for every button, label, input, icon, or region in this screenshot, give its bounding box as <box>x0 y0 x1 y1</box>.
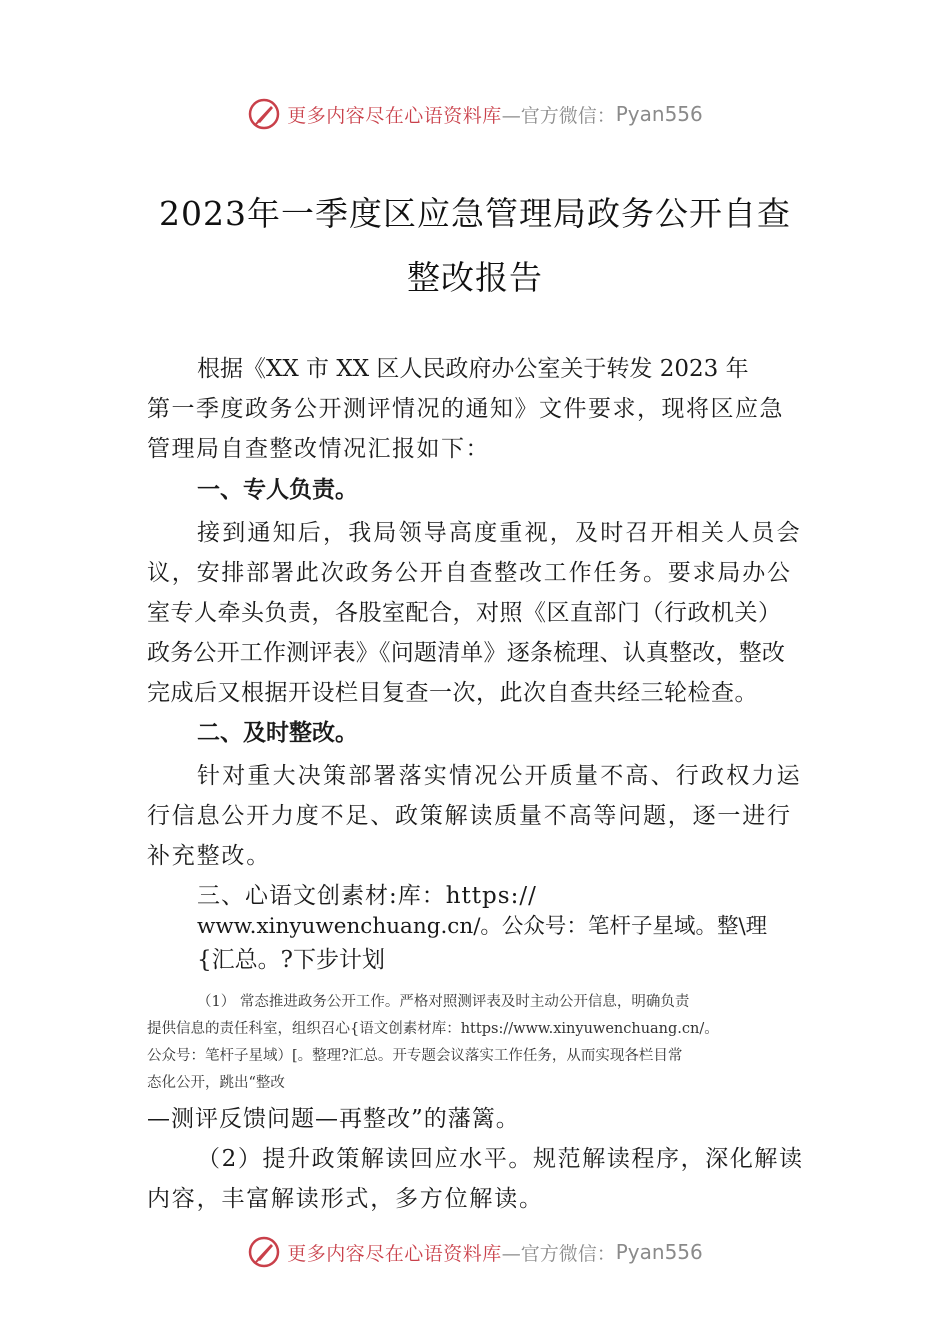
banner-main-text: 更多内容尽在心语资料库 <box>287 1242 502 1265</box>
banner-wechat-id: Pyan556 <box>615 102 703 126</box>
section2-line-2: 行信息公开力度不足、政策解读质量不高等问题，逐一进行 <box>147 803 792 829</box>
item2-line-1: （2）提升政策解读回应水平。规范解读程序，深化解读 <box>197 1146 804 1172</box>
item1-tail-line: —测评反馈问题—再整改”的藩篱。 <box>147 1106 520 1132</box>
watermark-banner-top <box>0 94 950 134</box>
document-title-line2: 整改报告 <box>407 258 543 297</box>
intro-line-2: 第一季度政务公开测评情况的通知》文件要求，现将区应急 <box>147 396 784 422</box>
banner-main-text: 更多内容尽在心语资料库 <box>287 104 502 127</box>
section2-line-1: 针对重大决策部署落实情况公开质量不高、行政权力运 <box>197 763 802 789</box>
banner-wechat-id: Pyan556 <box>615 1240 703 1264</box>
section1-line-2: 议，安排部署此次政务公开自查整改工作任务。要求局办公 <box>147 560 792 586</box>
section3-line-2: www.xinyuwenchuang.cn/。公众号：笔杆子星域。整\理 <box>197 914 768 939</box>
section1-line-1: 接到通知后，我局领导高度重视，及时召开相关人员会 <box>197 520 802 546</box>
ink-brush-logo-icon <box>247 97 281 131</box>
item1-small-line-3: 公众号：笔杆子星域）[。整理?汇总。开专题会议落实工作任务，从而实现各栏目常 <box>147 1048 683 1064</box>
watermark-banner-bottom <box>0 1232 950 1272</box>
section1-heading: 一、专人负责。 <box>197 477 358 503</box>
banner-wechat-label: —官方微信： <box>501 104 616 127</box>
item1-small-line-4: 态化公开，跳出“整改 <box>147 1075 285 1091</box>
ink-brush-logo-icon <box>247 1235 281 1269</box>
intro-line-3: 管理局自查整改情况汇报如下： <box>147 436 490 462</box>
item2-line-2: 内容，丰富解读形式，多方位解读。 <box>147 1186 544 1212</box>
section3-line-3: {汇总。?下步计划 <box>197 947 385 973</box>
item1-small-line-1: （1） 常态推进政务公开工作。严格对照测评表及时主动公开信息，明确负责 <box>197 994 690 1010</box>
section2-line-3: 补充整改。 <box>147 843 271 869</box>
section3-line-1: 三、心语文创素材:库：https:// <box>197 883 537 909</box>
item1-small-line-2: 提供信息的责任科室，组织召心{语文创素材库：https://www.xinyuwenchuang.cn/。 <box>147 1021 719 1037</box>
intro-line-1: 根据《XX 市 XX 区人民政府办公室关于转发 2023 年 <box>197 356 749 382</box>
document-title-line1: 2023年一季度区应急管理局政务公开自查 <box>159 194 791 233</box>
section1-line-3: 室专人牵头负责，各股室配合，对照《区直部门（行政机关） <box>147 600 782 626</box>
section1-line-4: 政务公开工作测评表》《问题清单》逐条梳理、认真整改，整改 <box>147 640 786 666</box>
section1-line-5: 完成后又根据开设栏目复查一次，此次自查共经三轮检查。 <box>147 680 758 706</box>
section2-heading: 二、及时整改。 <box>197 720 358 746</box>
banner-wechat-label: —官方微信： <box>501 1242 616 1265</box>
